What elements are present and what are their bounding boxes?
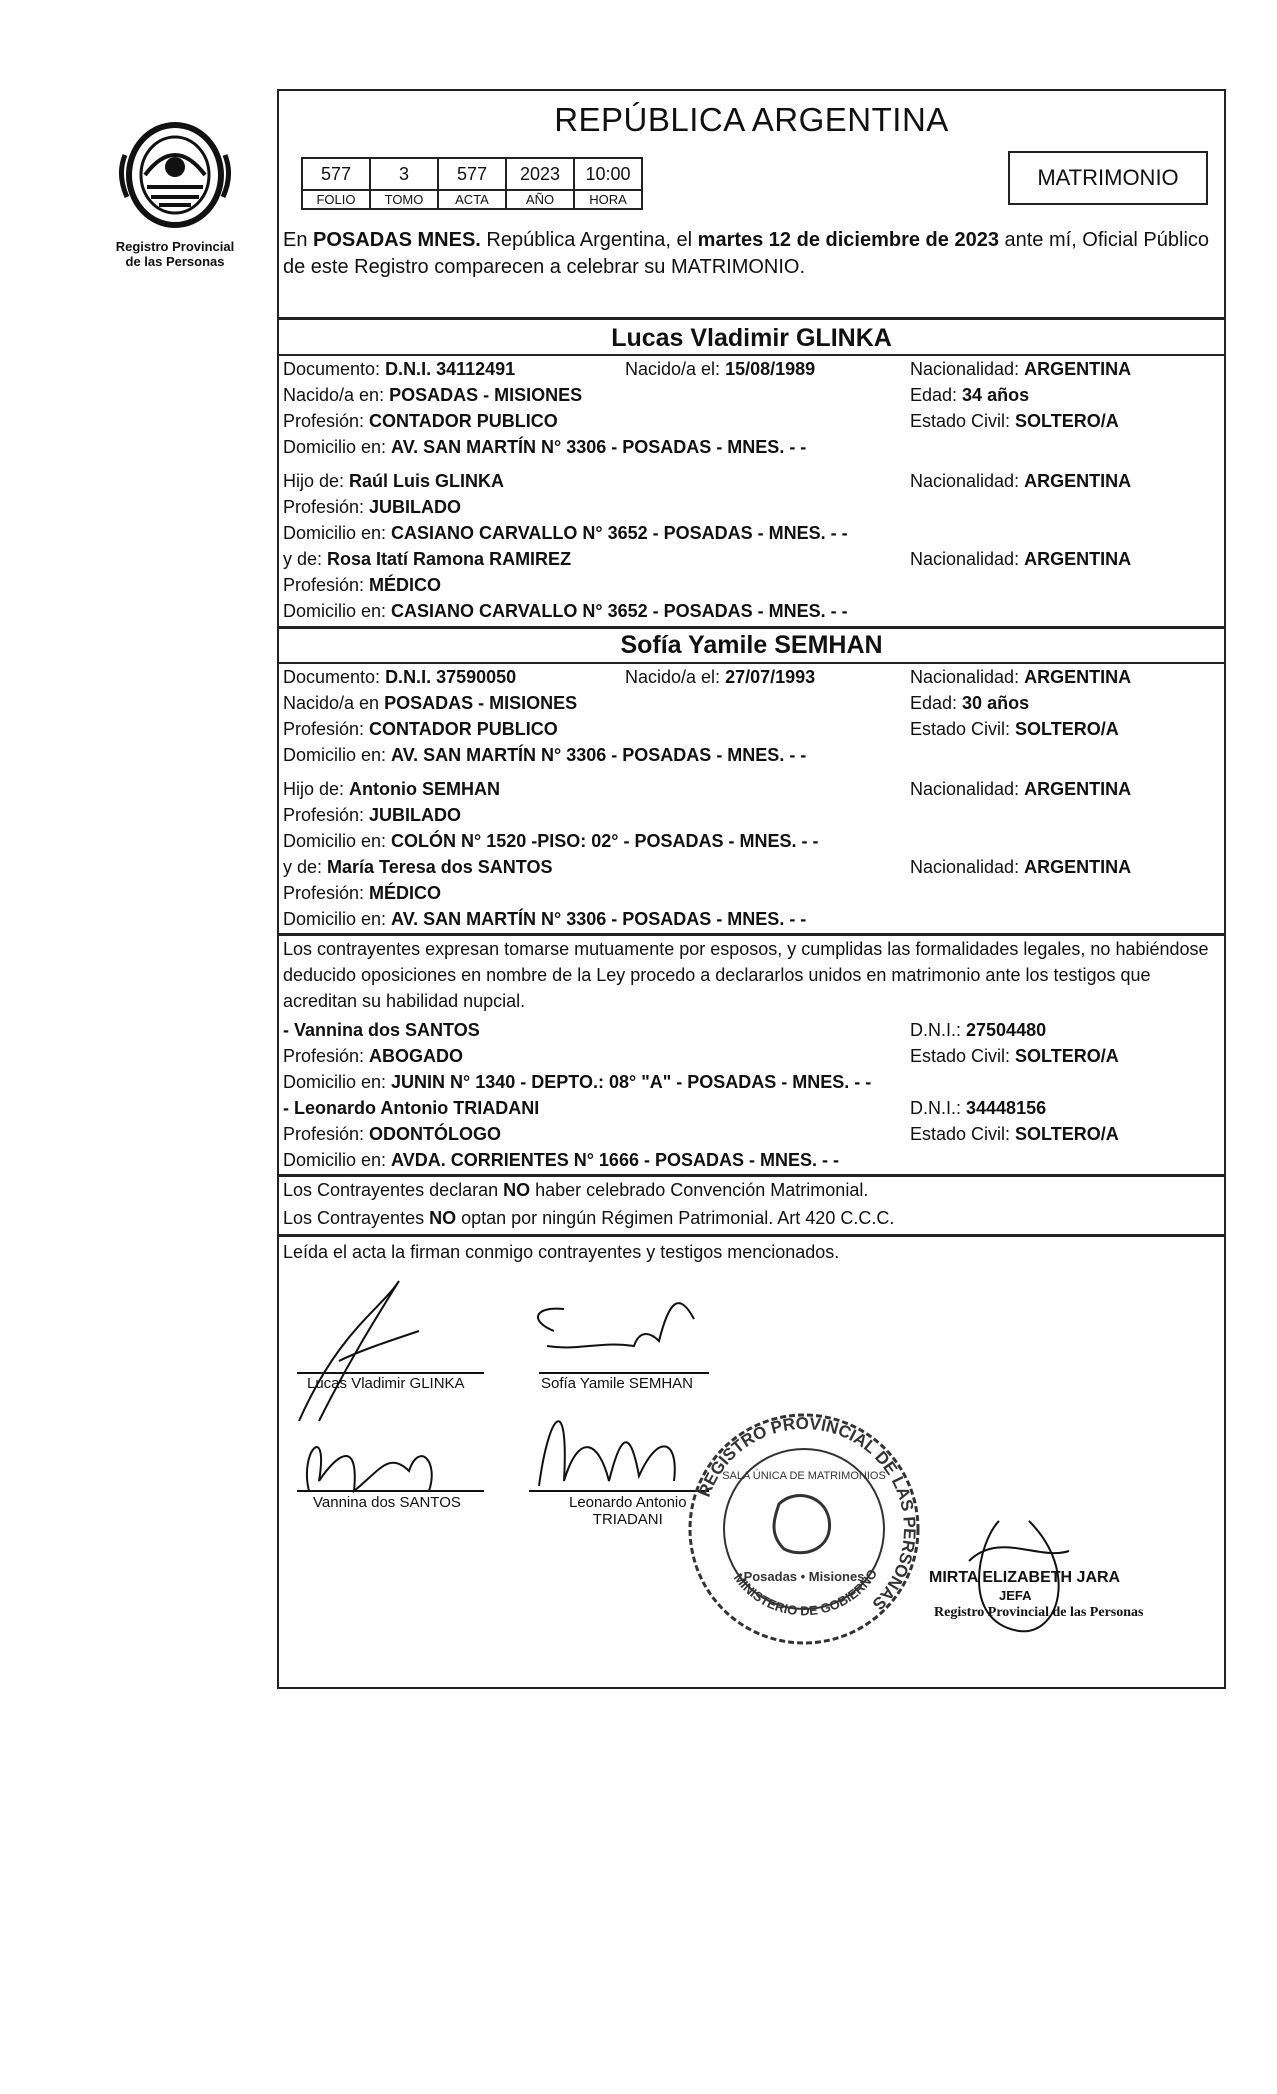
label: Nacionalidad: [910,549,1025,569]
convention-row [283,1177,1216,1203]
bride-mother-profession: MÉDICO [369,883,442,903]
divider [279,317,1224,320]
label: Domicilio en: [283,745,392,765]
bride-father-profession: JUBILADO [369,805,462,825]
groom-mother-row [283,546,1216,572]
label: D.N.I.: [910,1098,967,1118]
label: Estado Civil: [910,1046,1016,1066]
groom-father-address: CASIANO CARVALLO N° 3652 - POSADAS - MNES. - - [391,523,848,543]
officer-name: MIRTA ELIZABETH JARA [929,1569,1121,1586]
acta-value: 577 [438,158,506,190]
bride-mother-addr-row [283,906,1216,932]
logo-caption-line1: Registro Provincial [115,239,235,254]
label: Domicilio en: [283,1072,392,1092]
witness1-name: - Vannina dos SANTOS [283,1020,480,1040]
groom-mother-name: Rosa Itatí Ramona RAMIREZ [327,549,572,569]
witness1-row [283,1017,1216,1043]
bride-father-row [283,776,1216,802]
label: Hijo de: [283,779,350,799]
label: Domicilio en: [283,1150,392,1170]
groom-father-addr-row [283,520,1216,546]
groom-address: AV. SAN MARTÍN N° 3306 - POSADAS - MNES. - - [391,437,807,457]
bride-father-prof-row [283,802,1216,828]
groom-name: Lucas Vladimir GLINKA [611,324,892,352]
bride-birthplace: POSADAS - MISIONES [384,693,578,713]
page-title: REPÚBLICA ARGENTINA [554,101,949,138]
witness2-signature-line2: TRIADANI [592,1511,663,1528]
bride-name: Sofía Yamile SEMHAN [620,631,883,659]
bride-age: 30 años [962,693,1030,713]
bride-mother-name: María Teresa dos SANTOS [327,857,553,877]
label: Nacido/a el: [625,667,726,687]
divider [279,1234,1224,1237]
folio-value: 577 [302,158,370,190]
bride-row-birthplace [283,690,1216,716]
groom-signature-label: Lucas Vladimir GLINKA [307,1375,465,1392]
witness2-signature-label [569,1494,687,1528]
witness1-profession: ABOGADO [369,1046,464,1066]
label: y de: [283,549,328,569]
witness1-addr-row [283,1069,1216,1095]
bride-father-address: COLÓN N° 1520 -PISO: 02° - POSADAS - MNES. - - [391,831,819,851]
bride-father-addr-row [283,828,1216,854]
groom-birthplace: POSADAS - MISIONES [389,385,583,405]
bride-mother-address: AV. SAN MARTÍN N° 3306 - POSADAS - MNES. - - [391,909,807,929]
bride-signature-label: Sofía Yamile SEMHAN [541,1375,693,1392]
groom-mother-addr-row [283,598,1216,624]
tomo-label: TOMO [370,190,438,209]
regime-row [283,1205,1216,1231]
bride-birthdate: 27/07/1993 [725,667,816,687]
label: Hijo de: [283,471,350,491]
label: Profesión: [283,497,370,517]
label: Profesión: [283,1124,370,1144]
groom-father-nationality: ARGENTINA [1024,471,1132,491]
bride-father-name: Antonio SEMHAN [349,779,501,799]
text: optan por ningún Régimen Patrimonial. Art 420 C.C.C. [456,1208,895,1228]
label: Edad: [910,385,963,405]
label: Profesión: [283,719,370,739]
declaration-paragraph: Los contrayentes expresan tomarse mutuamente por esposos, y cumplidas las formalidades legales, no habiéndose deducido oposiciones en nombre de la Ley procedo a declararlos unidos en matrimonio ante los testigos que acreditan su habilidad nupcial. [283,939,1209,1011]
intro-text: En [283,229,314,251]
groom-father-profession: JUBILADO [369,497,462,517]
label: Profesión: [283,411,370,431]
hora-value: 10:00 [574,158,642,190]
groom-civil-status: SOLTERO/A [1015,411,1119,431]
groom-dni: D.N.I. 34112491 [385,359,516,379]
label: D.N.I.: [910,1020,967,1040]
bride-mother-prof-row [283,880,1216,906]
label: Domicilio en: [283,831,392,851]
regime-no: NO [429,1208,457,1228]
witness1-civil-status: SOLTERO/A [1015,1046,1119,1066]
label: Nacionalidad: [910,857,1025,877]
province-seal-icon [115,115,235,233]
label: Edad: [910,693,963,713]
groom-row-addr [283,434,1216,460]
witness2-address: AVDA. CORRIENTES N° 1666 - POSADAS - MNES. - - [391,1150,839,1170]
convention-no: NO [503,1180,531,1200]
groom-birthdate: 15/08/1989 [725,359,816,379]
seal-outer-text: REGISTRO PROVINCIAL DE LAS PERSONAS [694,1413,920,1614]
tomo-value: 3 [370,158,438,190]
hora-label: HORA [574,190,642,209]
groom-nationality: ARGENTINA [1024,359,1132,379]
anio-label: AÑO [506,190,574,209]
witness1-signature-label: Vannina dos SANTOS [313,1494,461,1511]
witness2-prof-row [283,1121,1216,1147]
registry-logo [110,115,240,269]
label: Nacionalidad: [910,667,1025,687]
witness1-address: JUNIN N° 1340 - DEPTO.: 08° "A" - POSADAS - MNES. - - [391,1072,872,1092]
intro-text: ante mí, Oficial Público de este Registro comparecen a celebrar su MATRIMONIO. [283,229,1210,278]
label: Profesión: [283,1046,370,1066]
acta-label: ACTA [438,190,506,209]
witness2-row [283,1095,1216,1121]
bride-dni: D.N.I. 37590050 [385,667,517,687]
label: Estado Civil: [910,1124,1016,1144]
label: Nacionalidad: [910,779,1025,799]
intro-text: República Argentina, el [480,229,698,251]
label: Nacido/a en: [283,385,390,405]
label: Estado Civil: [910,411,1016,431]
witness1-dni: 27504480 [966,1020,1047,1040]
bride-mother-row [283,854,1216,880]
label: Profesión: [283,883,370,903]
intro-date: martes 12 de diciembre de 2023 [697,229,999,251]
groom-age: 34 años [962,385,1030,405]
label: Profesión: [283,805,370,825]
label: Nacido/a en [283,693,385,713]
text: Los Contrayentes [283,1208,430,1228]
groom-profession: CONTADOR PUBLICO [369,411,558,431]
bride-row-doc [283,664,1216,690]
seal-city-text: Posadas • Misiones [743,1569,865,1584]
groom-father-row [283,468,1216,494]
label: Domicilio en: [283,909,392,929]
label: Nacido/a el: [625,359,726,379]
groom-row-birthplace [283,382,1216,408]
label: Nacionalidad: [910,471,1025,491]
intro-paragraph [283,227,1220,281]
label: Profesión: [283,575,370,595]
certificate-frame [277,89,1226,1689]
seal-inner-text: SALA ÚNICA DE MATRIMONIOS [722,1470,886,1482]
folio-label: FOLIO [302,190,370,209]
text: haber celebrado Convención Matrimonial. [530,1180,869,1200]
bride-row-addr [283,742,1216,768]
groom-father-prof-row [283,494,1216,520]
logo-caption-line2: de las Personas [125,254,225,269]
witness1-prof-row [283,1043,1216,1069]
groom-mother-nationality: ARGENTINA [1024,549,1132,569]
label: Domicilio en: [283,437,392,457]
seal-bottom-text: MINISTERIO DE GOBIERNO [730,1566,881,1619]
witness2-name: - Leonardo Antonio TRIADANI [283,1098,540,1118]
label: Nacionalidad: [910,359,1025,379]
bride-nationality: ARGENTINA [1024,667,1132,687]
bride-mother-nationality: ARGENTINA [1024,857,1132,877]
groom-mother-address: CASIANO CARVALLO N° 3652 - POSADAS - MNES. - - [391,601,848,621]
registry-numbers-table [301,157,643,210]
document-type-box: MATRIMONIO [1008,151,1208,205]
bride-row-prof [283,716,1216,742]
bride-profession: CONTADOR PUBLICO [369,719,558,739]
witness2-profession: ODONTÓLOGO [369,1124,502,1144]
bride-address: AV. SAN MARTÍN N° 3306 - POSADAS - MNES. - - [391,745,807,765]
label: Documento: [283,667,386,687]
label: Documento: [283,359,386,379]
officer-title: JEFA [999,1588,1032,1603]
bride-father-nationality: ARGENTINA [1024,779,1132,799]
groom-father-name: Raúl Luis GLINKA [349,471,505,491]
label: Domicilio en: [283,523,392,543]
bride-civil-status: SOLTERO/A [1015,719,1119,739]
groom-mother-prof-row [283,572,1216,598]
text: Los Contrayentes declaran [283,1180,504,1200]
label: Domicilio en: [283,601,392,621]
witness2-dni: 34448156 [966,1098,1047,1118]
groom-row-prof [283,408,1216,434]
intro-city: POSADAS MNES. [313,229,481,251]
anio-value: 2023 [506,158,574,190]
witness2-civil-status: SOLTERO/A [1015,1124,1119,1144]
divider [279,626,1224,629]
witness2-signature-line1: Leonardo Antonio [569,1494,687,1511]
official-seal-icon [684,1409,924,1649]
groom-mother-profession: MÉDICO [369,575,442,595]
witness2-addr-row [283,1147,1216,1173]
label: y de: [283,857,328,877]
groom-row-doc [283,356,1216,382]
closing-row: Leída el acta la firman conmigo contrayentes y testigos mencionados. [283,1242,840,1262]
officer-office: Registro Provincial de las Personas [934,1605,1144,1620]
label: Estado Civil: [910,719,1016,739]
